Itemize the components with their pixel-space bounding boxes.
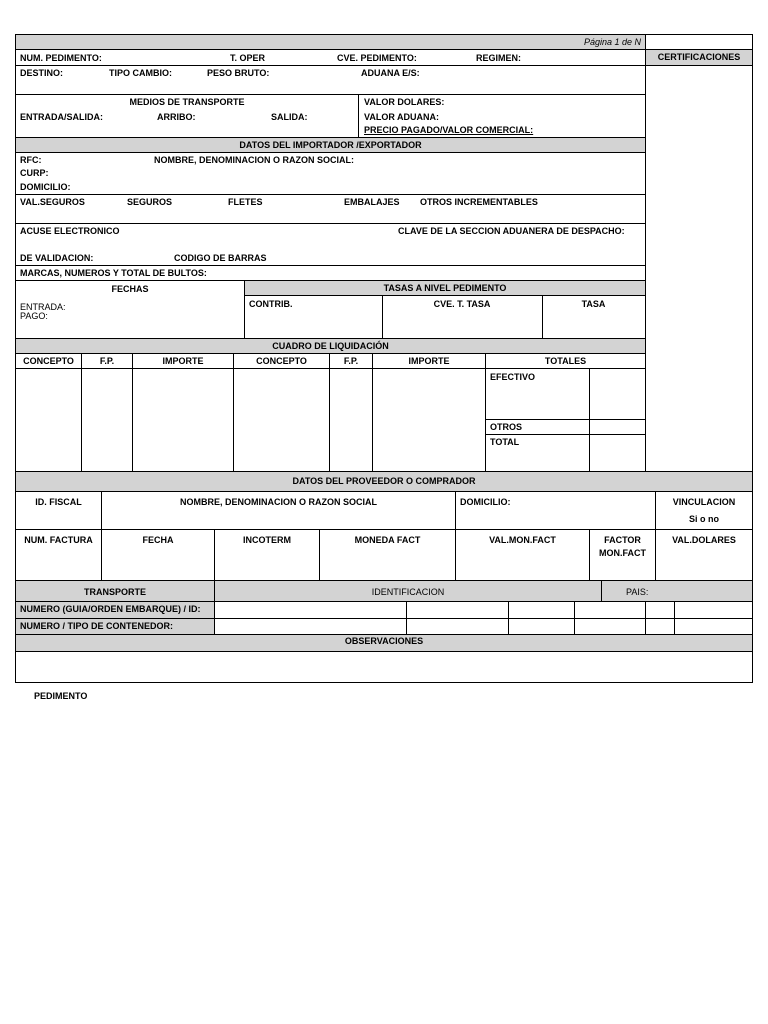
rule-line [574,601,575,635]
rule-line [15,491,753,492]
si-o-no-label: Si o no [689,514,719,524]
rule-line [589,368,590,472]
pago-label: PAGO: [20,311,48,321]
val-dolares-label: VAL.DOLARES [672,535,736,545]
val-mon-fact-label: VAL.MON.FACT [489,535,556,545]
rule-line [358,94,359,138]
cve-t-tasa-label: CVE. T. TASA [433,299,491,309]
fecha-label: FECHA [142,535,174,545]
rule-line [15,651,753,652]
t-oper-label: T. OPER [230,53,266,63]
transporte-label: TRANSPORTE [83,587,146,597]
marcas-label: MARCAS, NUMEROS Y TOTAL DE BULTOS: [20,268,207,278]
rule-line [508,601,509,635]
rfc-label: RFC: [20,155,42,165]
destino-label: DESTINO: [20,68,64,78]
liquidacion-title: CUADRO DE LIQUIDACIÓN [272,341,389,351]
observaciones-title: OBSERVACIONES [344,636,424,646]
totales-header: TOTALES [544,356,587,366]
cve-pedimento-label: CVE. PEDIMENTO: [337,53,417,63]
valor-aduana-label: VALOR ADUANA: [364,112,439,122]
rule-line [244,295,646,296]
proveedor-domicilio-label: DOMICILIO: [460,497,511,507]
num-factura-label: NUM. FACTURA [24,535,93,545]
fletes-label: FLETES [228,197,263,207]
proveedor-nombre-label: NOMBRE, DENOMINACION O RAZON SOCIAL [180,497,377,507]
medios-transporte-label: MEDIOS DE TRANSPORTE [129,97,245,107]
tasa-label: TASA [581,299,606,309]
embalajes-label: EMBALAJES [344,197,400,207]
rule-line [15,152,646,153]
pais-label: PAIS: [626,587,649,597]
numero-guia-label: NUMERO (GUIA/ORDEN EMBARQUE) / ID: [20,604,201,614]
id-fiscal-label: ID. FISCAL [35,497,82,507]
factor-label: FACTOR [604,535,641,545]
fp-2-header: F.P. [343,356,359,366]
rule-line [645,601,646,635]
rule-line [485,419,646,420]
rule-line [15,353,646,354]
tasas-title: TASAS A NIVEL PEDIMENTO [383,283,507,293]
tipo-cambio-label: TIPO CAMBIO: [109,68,172,78]
mon-fact-label: MON.FACT [599,548,646,558]
rule-line [15,223,646,224]
domicilio-label: DOMICILIO: [20,182,71,192]
rule-line [15,368,646,369]
incoterm-label: INCOTERM [243,535,291,545]
entrada-salida-label: ENTRADA/SALIDA: [20,112,103,122]
moneda-fact-label: MONEDA FACT [354,535,421,545]
peso-bruto-label: PESO BRUTO: [207,68,270,78]
fechas-title: FECHAS [111,284,149,294]
importe-1-header: IMPORTE [162,356,204,366]
page-number: Página 1 de N [583,37,641,47]
clave-seccion-label: CLAVE DE LA SECCION ADUANERA DE DESPACHO: [398,226,625,236]
rule-line [15,529,753,530]
num-pedimento-label: NUM. PEDIMENTO: [20,53,102,63]
rule-line [15,49,753,50]
rule-line [485,353,486,472]
val-seguros-label: VAL.SEGUROS [20,197,85,207]
precio-pagado-label: PRECIO PAGADO/VALOR COMERCIAL: [364,125,534,135]
otros-label: OTROS [490,422,523,432]
rule-line [15,65,753,66]
rule-line [372,353,373,472]
concepto-2-header: CONCEPTO [256,356,307,366]
fp-1-header: F.P. [99,356,115,366]
identificacion-label: IDENTIFICACION [371,587,445,597]
proveedor-title: DATOS DEL PROVEEDOR O COMPRADOR [292,476,476,486]
otros-incrementables-label: OTROS INCREMENTABLES [420,197,538,207]
entrada-label: ENTRADA: [20,302,66,312]
acuse-electronico-label: ACUSE ELECTRONICO [20,226,120,236]
regimen-label: REGIMEN: [476,53,521,63]
curp-label: CURP: [20,168,49,178]
aduana-label: ADUANA E/S: [361,68,420,78]
vinculacion-label: VINCULACION [672,497,736,507]
importer-nombre-label: NOMBRE, DENOMINACION O RAZON SOCIAL: [154,155,354,165]
rule-line [15,265,646,266]
footer-pedimento: PEDIMENTO [34,691,88,701]
valor-dolares-label: VALOR DOLARES: [364,97,445,107]
rule-line [233,353,234,472]
rule-line [601,580,602,601]
concepto-1-header: CONCEPTO [23,356,74,366]
importer-title: DATOS DEL IMPORTADOR /EXPORTADOR [239,140,422,150]
seguros-label: SEGUROS [127,197,173,207]
rule-line [329,353,330,472]
rule-line [15,94,646,95]
de-validacion-label: DE VALIDACION: [20,253,94,263]
rule-line [406,601,407,635]
codigo-barras-label: CODIGO DE BARRAS [174,253,267,263]
rule-line [81,353,82,472]
arribo-label: ARRIBO: [157,112,196,122]
rule-line [15,194,646,195]
rule-line [132,353,133,472]
rule-line [485,434,646,435]
contrib-label: CONTRIB. [249,299,293,309]
salida-label: SALIDA: [271,112,308,122]
importe-2-header: IMPORTE [408,356,450,366]
efectivo-label: EFECTIVO [490,372,536,382]
rule-line [674,601,675,635]
numero-contenedor-label: NUMERO / TIPO DE CONTENEDOR: [20,621,174,631]
certificaciones-label: CERTIFICACIONES [657,52,741,62]
rule-line [645,34,646,472]
total-label: TOTAL [490,437,520,447]
